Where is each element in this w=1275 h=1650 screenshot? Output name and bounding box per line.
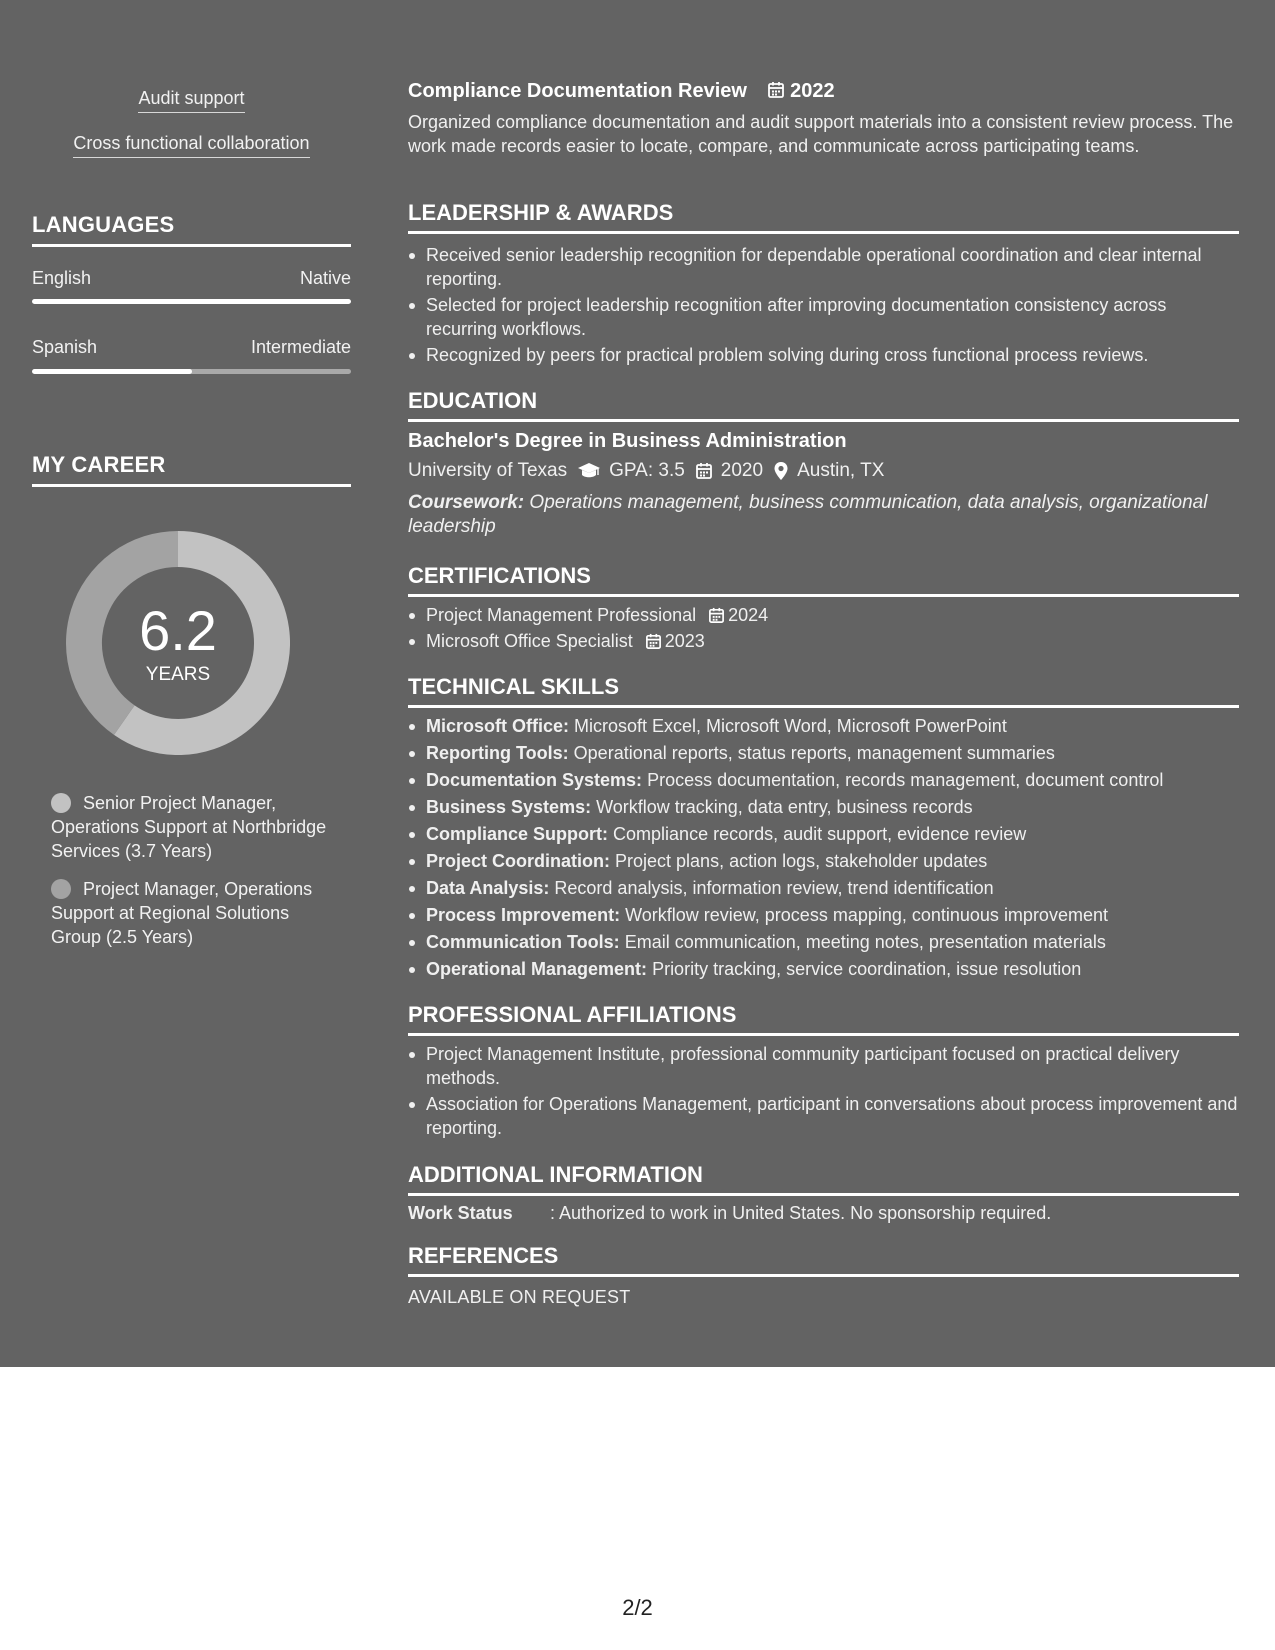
interest-label: Cross functional collaboration xyxy=(73,133,309,158)
language-name: Spanish xyxy=(32,337,98,357)
skill-value: Microsoft Excel, Microsoft Word, Microsoft PowerPoint xyxy=(574,716,1007,736)
skill-value: Workflow review, process mapping, continuous improvement xyxy=(625,905,1108,925)
language-level: Intermediate xyxy=(250,337,351,357)
skill-label: Process Improvement: xyxy=(426,905,621,925)
list-item: Selected for project leadership recognition after improving documentation consistency across recurring workflows. xyxy=(426,293,1239,341)
interest-label: Audit support xyxy=(138,88,244,113)
skill-value: Workflow tracking, data entry, business records xyxy=(596,797,973,817)
language-proficiency-bar xyxy=(32,299,351,304)
references-text: AVAILABLE ON REQUEST xyxy=(408,1287,631,1307)
calendar-icon xyxy=(708,607,725,624)
skill-label: Communication Tools: xyxy=(426,932,620,952)
career-item xyxy=(51,877,341,949)
leadership-heading: LEADERSHIP & AWARDS xyxy=(408,200,1239,234)
skill-label: Business Systems: xyxy=(426,797,592,817)
affiliations-list xyxy=(408,1042,1239,1142)
education-school: University of Texas xyxy=(408,460,568,481)
list-item: Project Management Institute, professional community participant focused on practical delivery methods. xyxy=(426,1042,1239,1090)
project-title: Compliance Documentation Review xyxy=(408,80,747,102)
skill-item xyxy=(426,903,1239,927)
list-item xyxy=(426,603,1239,627)
list-item: Recognized by peers for practical problem solving during cross functional process reviews. xyxy=(426,343,1239,367)
leadership-list xyxy=(408,243,1239,369)
career-item-text: Senior Project Manager, Operations Support at Northbridge Services (3.7 Years) xyxy=(51,793,327,861)
education-heading: EDUCATION xyxy=(408,388,1239,422)
skill-item xyxy=(426,957,1239,981)
skill-value: Record analysis, information review, trend identification xyxy=(554,878,994,898)
certification-name: Microsoft Office Specialist xyxy=(426,631,633,651)
coursework-label: Coursework: xyxy=(408,492,525,513)
career-years-label: YEARS xyxy=(145,664,211,685)
list-item: Received senior leadership recognition for dependable operational coordination and clear internal reporting. xyxy=(426,243,1239,291)
calendar-icon xyxy=(645,633,662,650)
education-degree: Bachelor's Degree in Business Administration xyxy=(408,430,847,452)
skill-value: Operational reports, status reports, management summaries xyxy=(573,743,1055,763)
career-item xyxy=(51,791,341,863)
language-proficiency-bar xyxy=(32,369,351,374)
language-level: Native xyxy=(299,268,351,288)
skill-value: Project plans, action logs, stakeholder updates xyxy=(615,851,988,871)
technical-skills-list xyxy=(408,714,1239,984)
skill-value: Email communication, meeting notes, presentation materials xyxy=(624,932,1106,952)
technical-skills-heading: TECHNICAL SKILLS xyxy=(408,674,1239,708)
skill-item xyxy=(426,822,1239,846)
skill-item xyxy=(426,714,1239,738)
career-legend-dot xyxy=(51,793,71,813)
skill-value: Priority tracking, service coordination, issue resolution xyxy=(652,959,1082,979)
list-item xyxy=(426,629,1239,653)
language-proficiency-fill xyxy=(32,299,351,304)
certifications-heading: CERTIFICATIONS xyxy=(408,563,1239,597)
education-coursework xyxy=(408,491,1239,539)
career-item-text: Project Manager, Operations Support at Regional Solutions Group (2.5 Years) xyxy=(51,879,313,947)
skill-item xyxy=(426,849,1239,873)
education-meta xyxy=(408,460,1239,482)
coursework-text: Operations management, business communication, data analysis, organizational leadership xyxy=(408,492,1208,537)
certification-name: Project Management Professional xyxy=(426,605,697,625)
languages-heading: LANGUAGES xyxy=(32,212,351,247)
list-item: Association for Operations Management, participant in conversations about process improvement and reporting. xyxy=(426,1094,1238,1138)
skill-value: Process documentation, records management, document control xyxy=(647,770,1164,790)
work-status-label: Work Status xyxy=(408,1203,513,1223)
project-year: 2022 xyxy=(790,80,835,102)
certification-year: 2024 xyxy=(728,605,769,625)
career-heading: MY CAREER xyxy=(32,452,351,487)
calendar-icon xyxy=(695,462,713,480)
career-total-years: 6.2 xyxy=(139,599,217,662)
skill-item xyxy=(426,795,1239,819)
affiliations-heading: PROFESSIONAL AFFILIATIONS xyxy=(408,1002,1239,1036)
work-status-value: : Authorized to work in United States. No sponsorship required. xyxy=(550,1203,1052,1223)
career-legend-dot xyxy=(51,879,71,899)
certification-year: 2023 xyxy=(664,631,705,651)
interest-item xyxy=(32,88,351,113)
skill-label: Project Coordination: xyxy=(426,851,610,871)
location-pin-icon xyxy=(773,461,789,481)
skill-label: Compliance Support: xyxy=(426,824,609,844)
skill-label: Microsoft Office: xyxy=(426,716,570,736)
calendar-icon xyxy=(767,80,791,102)
skill-item xyxy=(426,876,1239,900)
skill-value: Compliance records, audit support, evidence review xyxy=(613,824,1027,844)
references-heading: REFERENCES xyxy=(408,1243,1239,1277)
interest-item xyxy=(32,133,351,158)
page-number: 2/2 xyxy=(622,1595,653,1620)
skill-item xyxy=(426,930,1239,954)
language-proficiency-fill xyxy=(32,369,192,374)
skill-item xyxy=(426,768,1239,792)
career-donut-chart xyxy=(66,531,290,755)
language-row xyxy=(32,268,351,289)
certifications-list xyxy=(408,603,1239,655)
work-status-row xyxy=(408,1203,1239,1224)
language-row xyxy=(32,337,351,358)
language-name: English xyxy=(32,268,92,288)
education-gpa: GPA: 3.5 xyxy=(609,460,685,481)
skill-label: Reporting Tools: xyxy=(426,743,569,763)
skill-label: Documentation Systems: xyxy=(426,770,643,790)
skill-item xyxy=(426,741,1239,765)
additional-info-heading: ADDITIONAL INFORMATION xyxy=(408,1162,1239,1196)
skill-label: Operational Management: xyxy=(426,959,648,979)
skill-label: Data Analysis: xyxy=(426,878,550,898)
education-location: Austin, TX xyxy=(797,460,885,481)
graduation-cap-icon xyxy=(577,462,601,480)
education-year: 2020 xyxy=(720,460,764,481)
project-description: Organized compliance documentation and audit support materials into a consistent review process. The work made records easier to locate, compare, and communicate across participating teams. xyxy=(408,112,1234,156)
project-title-row xyxy=(408,80,1239,103)
